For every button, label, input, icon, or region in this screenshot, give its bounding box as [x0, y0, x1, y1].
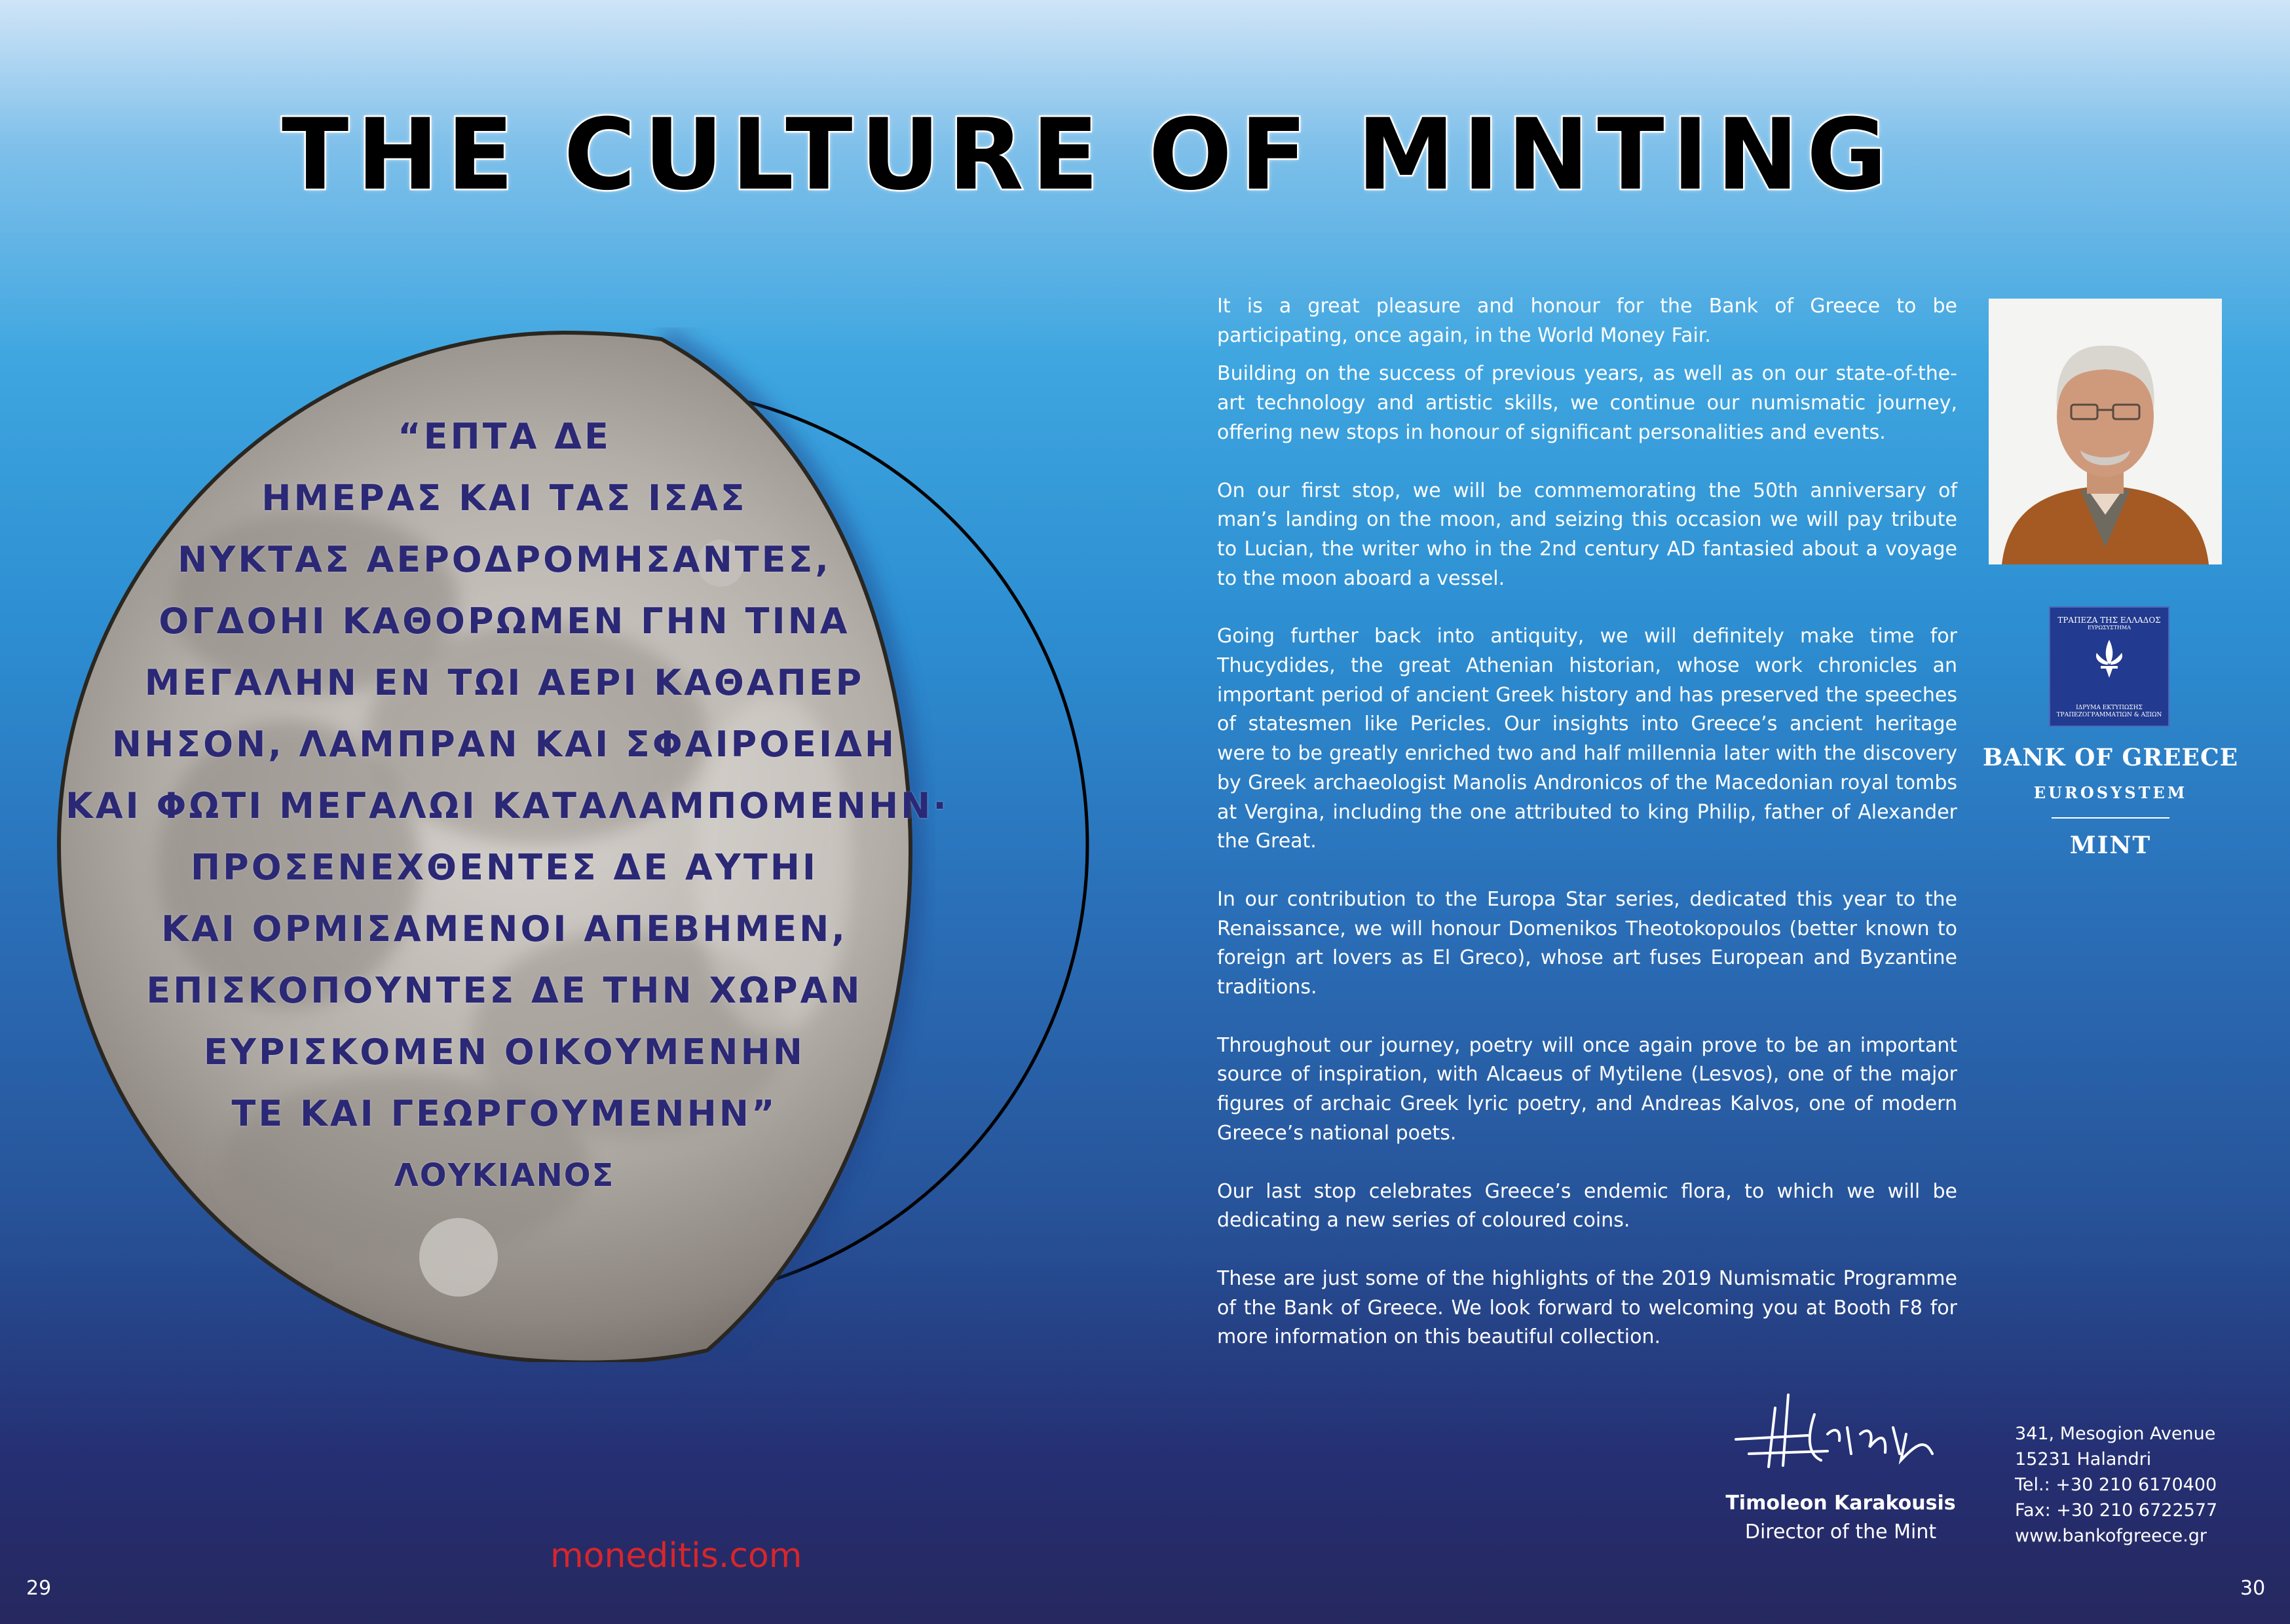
- address-web[interactable]: www.bankofgreece.gr: [2015, 1526, 2207, 1546]
- page-number-left: 29: [26, 1577, 52, 1600]
- contact-address: [2015, 1421, 2217, 1549]
- address-street: 341, Mesogion Avenue: [2015, 1424, 2216, 1444]
- fleur-icon: [2086, 636, 2132, 682]
- paragraph: Our last stop celebrates Greece’s endemic flora, to which we will be dedicating a new series of coloured coins.: [1217, 1179, 1957, 1232]
- logo-line-3: ΙΔΡΥΜΑ ΕΚΤΥΠΩΣΗΣ ΤΡΑΠΕΖΟΓΡΑΜΜΑΤΙΩΝ & ΑΞΙΩΝ: [2056, 705, 2162, 718]
- quote-line: ΟΓΔΟΗΙ ΚΑΘΟΡΩΜΕΝ ΓΗΝ ΤΙΝΑ: [159, 600, 850, 642]
- signature-graphic: [1729, 1388, 1952, 1486]
- paragraph: Building on the success of previous years, as well as on our state-of-the-art technology and artistic skills, we continue our numismatic journey, offering new stops in honour of significant personalities and events.: [1217, 362, 1957, 444]
- quote-line: ΝΥΚΤΑΣ ΑΕΡΟΔΡΟΜΗΣΑΝΤΕΣ,: [178, 539, 831, 580]
- paragraph: On our first stop, we will be commemorating the 50th anniversary of man’s landing on the moon, and seizing this occasion we will pay tribute to Lucian, the writer who in the 2nd century AD fantasied about a voyage to the moon aboard a vessel.: [1217, 479, 1957, 590]
- watermark: moneditis.com: [550, 1536, 802, 1576]
- page-number-right: 30: [2240, 1577, 2266, 1600]
- logo-line-1: ΤΡΑΠΕΖΑ ΤΗΣ ΕΛΛΑΔΟΣ: [2057, 616, 2161, 625]
- quote-line: “ΕΠΤΑ ΔΕ: [398, 416, 611, 457]
- signer-role: Director of the Mint: [1744, 1521, 1937, 1543]
- quote-author: ΛΟΥΚΙΑΝΟΣ: [394, 1157, 615, 1194]
- address-fax: Fax: +30 210 6722577: [2015, 1500, 2218, 1521]
- address-city: 15231 Halandri: [2015, 1449, 2152, 1469]
- quote-line: ΕΥΡΙΣΚΟΜΕΝ ΟΙΚΟΥΜΕΝΗΝ: [204, 1031, 805, 1073]
- portrait-graphic: [1989, 299, 2222, 564]
- signature: [1729, 1388, 1952, 1489]
- quote-line: ΕΠΙΣΚΟΠΟΥΝΤΕΣ ΔΕ ΤΗΝ ΧΩΡΑΝ: [146, 970, 863, 1011]
- paragraph: These are just some of the highlights of the 2019 Numismatic Programme of the Bank of Greece. We look forward to welcoming you at Booth F8 for more information on this beautiful collection.: [1217, 1266, 1957, 1349]
- signer-name: Timoleon Karakousis: [1725, 1492, 1956, 1515]
- eurosystem-label: EUROSYSTEM: [2033, 783, 2188, 802]
- quote-line: ΝΗΣΟΝ, ΛΑΜΠΡΑΝ ΚΑΙ ΣΦΑΙΡΟΕΙΔΗ: [111, 724, 897, 765]
- page-title: THE CULTURE OF MINTING: [282, 98, 1896, 212]
- paragraph: Going further back into antiquity, we will definitely make time for Thucydides, the great Athenian historian, whose work chronicles an important period of ancient Greek history and has preserved the speeches of statesmen like Pericles. Our insights into Greece’s ancient heritage were to be greatly enriched two and half millennia later with the discovery by Greek archaeologist Manolis Andronicos of the Macedonian royal tombs at Vergina, including the one attributed to king Philip, father of Alexander the Great.: [1217, 625, 1957, 853]
- paragraph: In our contribution to the Europa Star series, dedicated this year to the Renaissance, we will honour Domenikos Theotokopoulos (better known to foreign art lovers as El Greco), whose art fuses European and Byzantine traditions.: [1217, 887, 1957, 999]
- quote-line: ΤΕ ΚΑΙ ΓΕΩΡΓΟΥΜΕΝΗΝ”: [231, 1093, 778, 1134]
- director-portrait: [1989, 299, 2222, 564]
- quote-line: ΠΡΟΣΕΝΕΧΘΕΝΤΕΣ ΔΕ ΑΥΤΗΙ: [190, 847, 819, 888]
- logo-line-2: ΕΥΡΩΣΥΣΤΗΜΑ: [2087, 625, 2131, 631]
- quote-line: ΚΑΙ ΟΡΜΙΣΑΜΕΝΟΙ ΑΠΕΒΗΜΕΝ,: [161, 908, 848, 950]
- mint-label: MINT: [2069, 832, 2152, 859]
- bank-logo: [2049, 606, 2169, 727]
- intro-text: [1217, 292, 1957, 1381]
- lucian-quote: [66, 406, 949, 1206]
- paragraph: Throughout our journey, poetry will once again prove to be an important source of inspiration, with Alcaeus of Mytilene (Lesvos), one of the major figures of archaic Greek lyric poetry, and Andreas Kalvos, one of modern Greece’s national poets.: [1217, 1033, 1957, 1145]
- address-tel: Tel.: +30 210 6170400: [2015, 1475, 2217, 1495]
- quote-line: ΗΜΕΡΑΣ ΚΑΙ ΤΑΣ ΙΣΑΣ: [261, 477, 747, 519]
- quote-line: ΚΑΙ ΦΩΤΙ ΜΕΓΑΛΩΙ ΚΑΤΑΛΑΜΠΟΜΕΝΗΝ·: [66, 785, 949, 826]
- paragraph: It is a great pleasure and honour for the Bank of Greece to be participating, once again, in the World Money Fair.: [1217, 295, 1957, 347]
- quote-line: ΜΕΓΑΛΗΝ ΕΝ ΤΩΙ ΑΕΡΙ ΚΑΘΑΠΕΡ: [144, 662, 865, 703]
- bank-name: BANK OF GREECE: [1982, 744, 2239, 771]
- logo-divider: [2052, 817, 2169, 819]
